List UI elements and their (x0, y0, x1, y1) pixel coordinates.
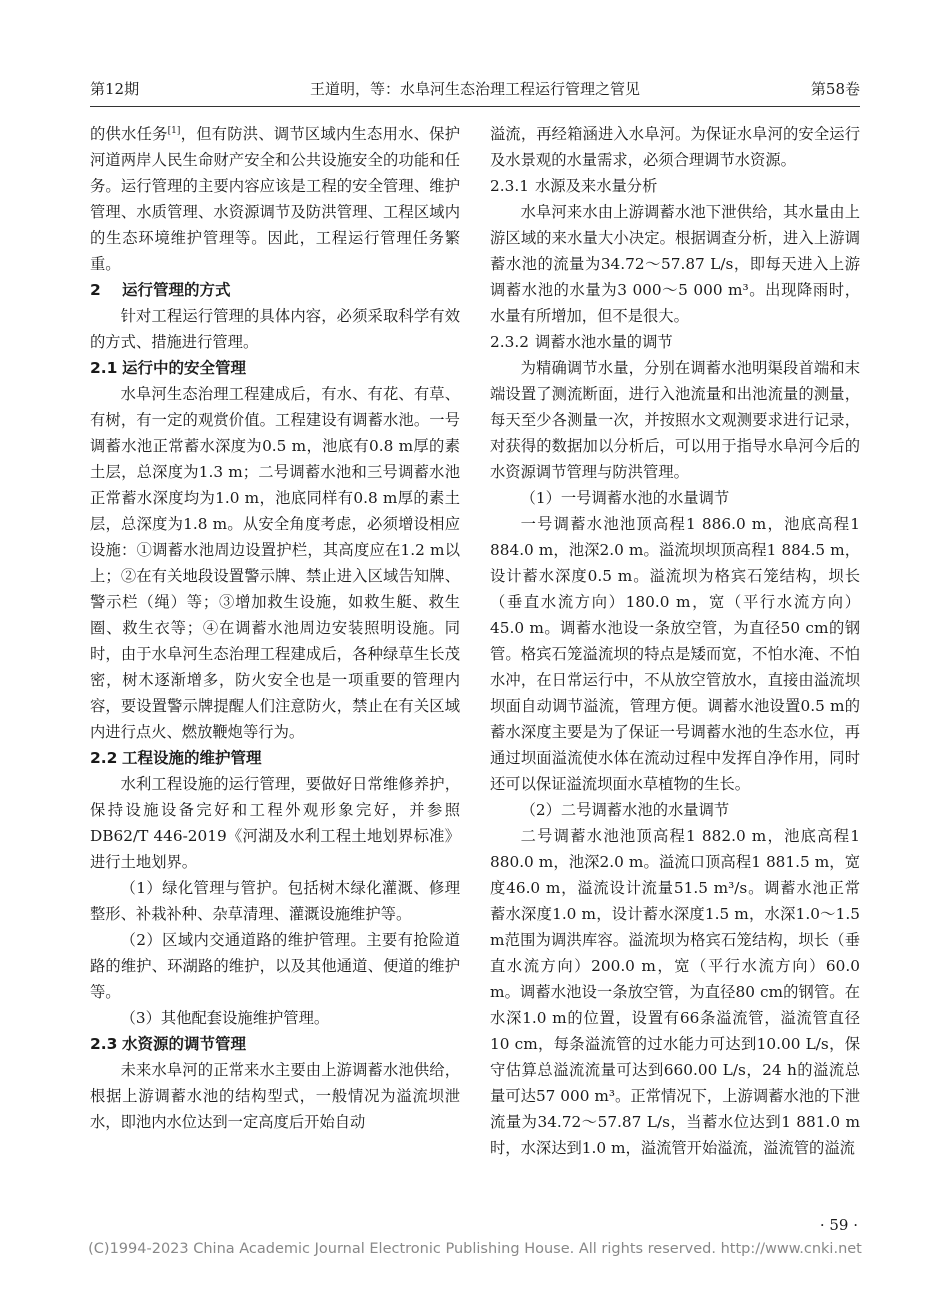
list-item: （3）其他配套设施维护管理。 (120, 1009, 330, 1027)
subheading: （1）一号调蓄水池的水量调节 (520, 489, 730, 507)
section-heading-2-3: 2.3 水资源的调节管理 (90, 1035, 247, 1053)
right-column (490, 121, 860, 1161)
article-title-header: 王道明，等：水阜河生态治理工程运行管理之管见 (309, 80, 640, 98)
issue-number: 第12期 (90, 80, 140, 98)
section-heading-2-3-1: 2.3.1 水源及来水量分析 (490, 177, 658, 195)
list-item: （1）绿化管理与管护。包括树木绿化灌溉、修理整形、补栽补种、杂草清理、灌溉设施维护等。 (90, 879, 460, 923)
list-item: （2）区域内交通道路的维护管理。主要有抢险道路的维护、环湖路的维护，以及其他通道、便道的维护等。 (90, 931, 460, 1001)
copyright-footer: (C)1994-2023 China Academic Journal Electronic Publishing House. All rights reserved. http://www.cnki.net (88, 1241, 862, 1257)
paragraph: 二号调蓄水池池顶高程1 882.0 m，池底高程1 880.0 m，池深2.0 m。溢流口顶高程1 881.5 m，宽度46.0 m，溢流设计流量51.5 m³/s。调蓄水池正常蓄水深度1.0 m，设计蓄水深度1.5 m，水深1.0～1.5 m范围为调洪库容。溢流坝为格宾石笼结构，坝长（垂直水流方向）200.0 m，宽（平行水流方向）60.0 m。调蓄水池设一条放空管，为直径80 cm的钢管。在水深1.0 m的位置，设置有66条溢流管，溢流管直径10 cm，每条溢流管的过水能力可达到10.00 L/s，保守估算总溢流流量可达到660.00 L/s，24 h的溢流总量可达57 000 m³。正常情况下，上游调蓄水池的下泄流量为34.72～57.87 L/s，当蓄水位达到1 881.0 m时，水深达到1.0 m，溢流管开始溢流，溢流管的溢流 (490, 827, 860, 1157)
section-heading-2-3-2: 2.3.2 调蓄水池水量的调节 (490, 333, 673, 351)
subheading: （2）二号调蓄水池的水量调节 (520, 801, 730, 819)
paragraph: 一号调蓄水池池顶高程1 886.0 m，池底高程1 884.0 m，池深2.0 m。溢流坝坝顶高程1 884.5 m，设计蓄水深度0.5 m。溢流坝为格宾石笼结构，坝长（垂直水流方向）180.0 m，宽（平行水流方向）45.0 m。调蓄水池设一条放空管，为直径50 cm的钢管。格宾石笼溢流坝的特点是矮而宽，不怕水淹、不怕水冲，在日常运行中，不从放空管放水，直接由溢流坝坝面自动调节溢流，管理方便。调蓄水池设置0.5 m的蓄水深度主要是为了保证一号调蓄水池的生态水位，再通过坝面溢流使水体在流动过程中发挥自净作用，同时还可以保证溢流坝面水草植物的生长。 (490, 515, 860, 793)
running-header (90, 78, 860, 107)
citation-ref[interactable]: [1] (167, 125, 181, 136)
paragraph: 为精确调节水量，分别在调蓄水池明渠段首端和末端设置了测流断面，进行入池流量和出池流量的测量，每天至少各测量一次，并按照水文观测要求进行记录，对获得的数据加以分析后，可以用于指导水阜河今后的水资源调节管理与防洪管理。 (490, 359, 860, 481)
paragraph: 水阜河生态治理工程建成后，有水、有花、有草、有树，有一定的观赏价值。工程建设有调蓄水池。一号调蓄水池正常蓄水深度为0.5 m，池底有0.8 m厚的素土层，总深度为1.3 m；二号调蓄水池和三号调蓄水池正常蓄水深度均为1.0 m，池底同样有0.8 m厚的素土层，总深度为1.8 m。从安全角度考虑，必须增设相应设施：①调蓄水池周边设置护栏，其高度应在1.2 m以上；②在有关地段设置警示牌、禁止进入区域告知牌、警示栏（绳）等；③增加救生设施，如救生艇、救生圈、救生衣等；④在调蓄水池周边安装照明设施。同时，由于水阜河生态治理工程建成后，各种绿草生长茂密，树木逐渐增多，防火安全也是一项重要的管理内容，要设置警示牌提醒人们注意防火，禁止在有关区域内进行点火、燃放鞭炮等行为。 (90, 385, 460, 741)
section-heading-2: 2 运行管理的方式 (90, 281, 231, 299)
paragraph: 未来水阜河的正常来水主要由上游调蓄水池供给，根据上游调蓄水池的结构型式，一般情况为溢流坝泄水，即池内水位达到一定高度后开始自动 (90, 1061, 460, 1131)
paragraph: 水利工程设施的运行管理，要做好日常维修养护，保持设施设备完好和工程外观形象完好，并参照DB62/T 446-2019《河湖及水利工程土地划界标准》进行土地划界。 (90, 775, 460, 871)
section-heading-2-2: 2.2 工程设施的维护管理 (90, 749, 262, 767)
paragraph: 水阜河来水由上游调蓄水池下泄供给，其水量由上游区域的来水量大小决定。根据调查分析，进入上游调蓄水池的流量为34.72～57.87 L/s，即每天进入上游调蓄水池的水量为3 000～5 000 m³。出现降雨时，水量有所增加，但不是很大。 (490, 203, 860, 325)
left-column (90, 121, 460, 1135)
paragraph: 的供水任务[1]，但有防洪、调节区域内生态用水、保护河道两岸人民生命财产安全和公共设施安全的功能和任务。运行管理的主要内容应该是工程的安全管理、维护管理、水质管理、水资源调节及防洪管理、工程区域内的生态环境维护管理等。因此，工程运行管理任务繁重。 (90, 125, 460, 273)
page-number: · 59 · (819, 1216, 858, 1234)
paragraph: 溢流，再经箱涵进入水阜河。为保证水阜河的安全运行及水景观的水量需求，必须合理调节水资源。 (490, 125, 860, 169)
section-heading-2-1: 2.1 运行中的安全管理 (90, 359, 247, 377)
volume-number: 第58卷 (810, 80, 860, 98)
paragraph: 针对工程运行管理的具体内容，必须采取科学有效的方式、措施进行管理。 (90, 307, 460, 351)
